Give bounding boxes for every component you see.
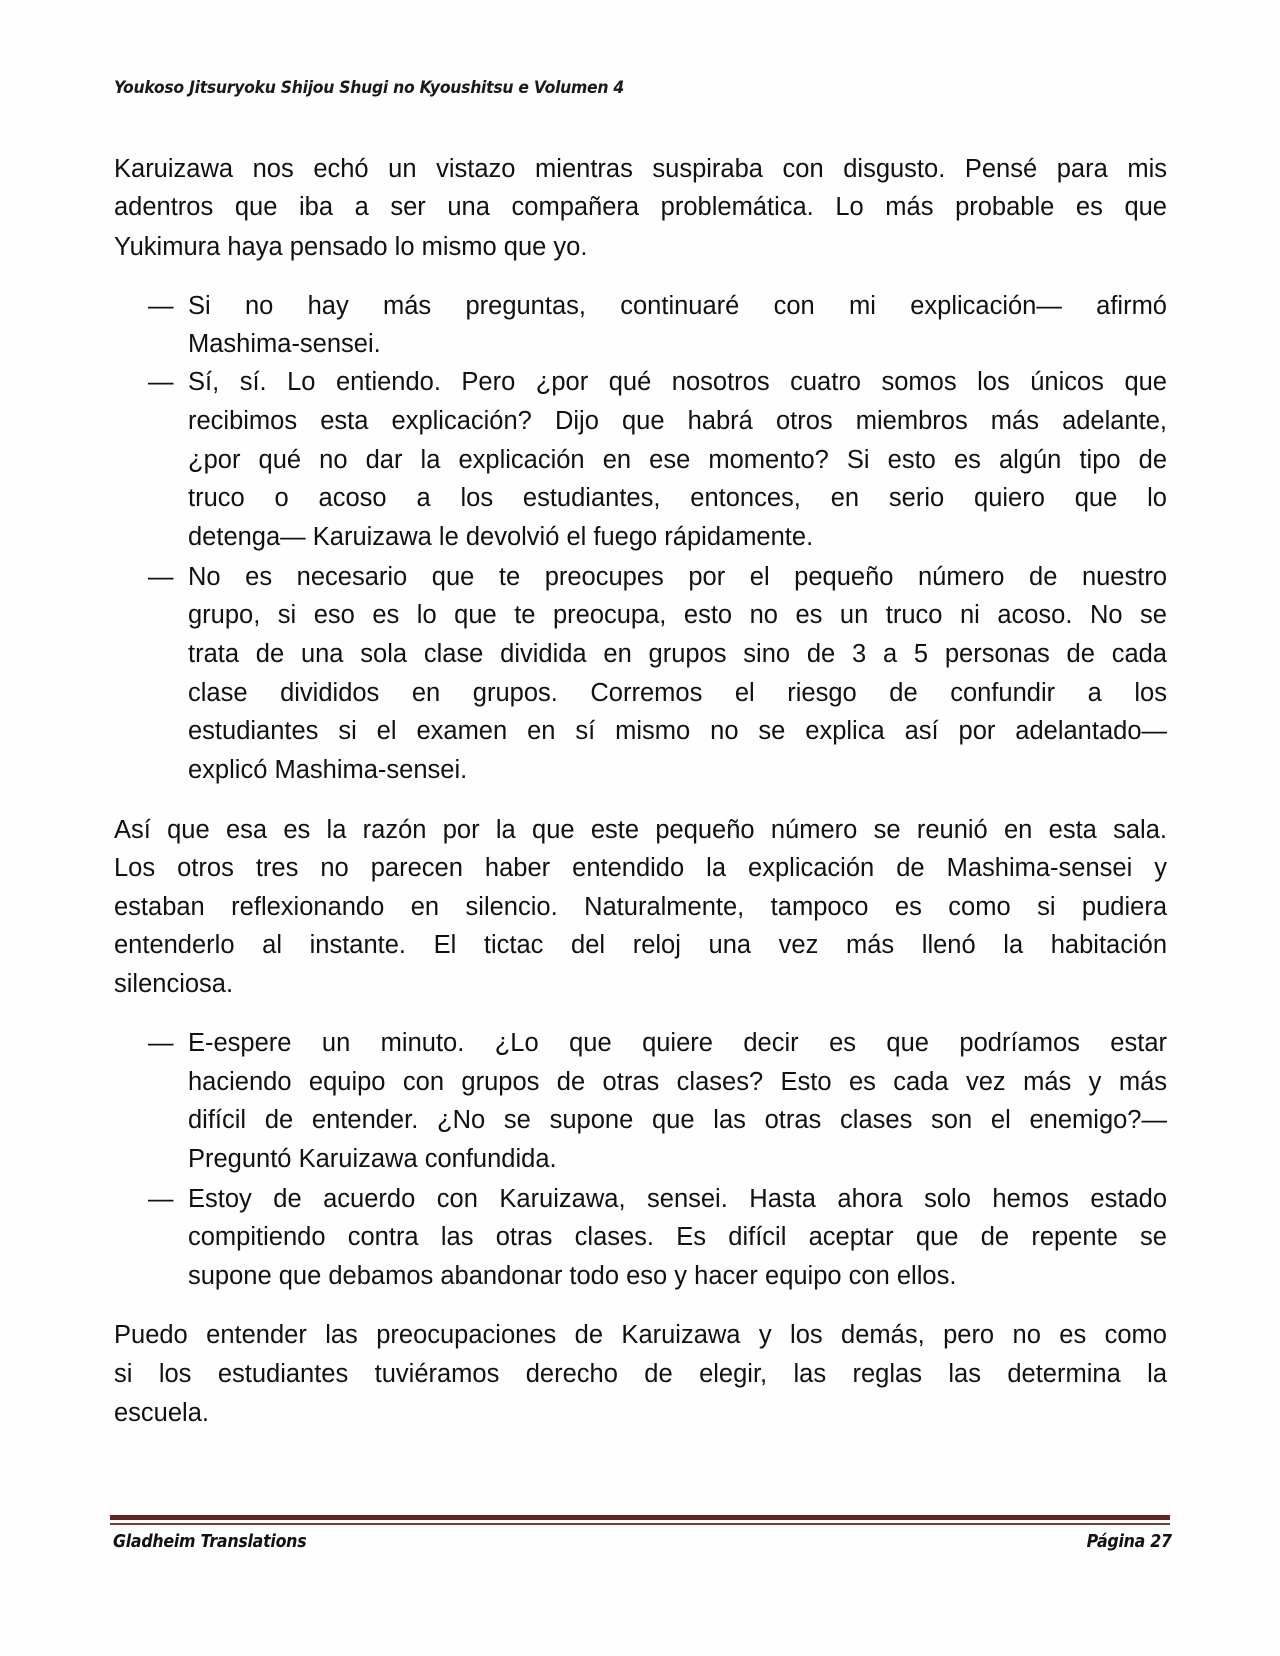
dialogue-dash: — [148,1029,174,1057]
text-line: haciendo equipo con grupos de otras clases? Esto es cada vez más y más [188,1068,1167,1096]
dialogue-dash: — [148,1185,174,1213]
text-line: trata de una sola clase dividida en grupos sino de 3 a 5 personas de cada [188,640,1167,668]
text-line: estaban reflexionando en silencio. Naturalmente, tampoco es como si pudiera [114,893,1167,921]
text-line: recibimos esta explicación? Dijo que habrá otros miembros más adelante, [188,407,1167,435]
text-line: explicó Mashima-sensei. [188,756,468,784]
text-line: Preguntó Karuizawa confundida. [188,1145,557,1173]
text-line: truco o acoso a los estudiantes, entonces, en serio quiero que lo [188,484,1167,512]
footer-page-number: Página 27 [1086,1531,1172,1552]
text-line: clase divididos en grupos. Corremos el riesgo de confundir a los [188,679,1167,707]
text-line: Mashima-sensei. [188,330,381,358]
text-line: estudiantes si el examen en sí mismo no se explica así por adelantado— [188,717,1167,745]
text-line: detenga— Karuizawa le devolvió el fuego rápidamente. [188,523,814,551]
text-line: Así que esa es la razón por la que este pequeño número se reunió en esta sala. [114,816,1167,844]
text-line: Los otros tres no parecen haber entendido la explicación de Mashima-sensei y [114,854,1167,882]
text-line: entenderlo al instante. El tictac del reloj una vez más llenó la habitación [114,931,1167,959]
text-line: escuela. [114,1399,209,1427]
text-line: grupo, si eso es lo que te preocupa, esto no es un truco ni acoso. No se [188,601,1167,629]
page-header-title: Youkoso Jitsuryoku Shijou Shugi no Kyoushitsu e Volumen 4 [114,78,624,98]
dialogue-dash: — [148,563,174,591]
text-line: Karuizawa nos echó un vistazo mientras suspiraba con disgusto. Pensé para mis [114,155,1167,183]
text-line: supone que debamos abandonar todo eso y hacer equipo con ellos. [188,1262,957,1290]
text-line: adentros que iba a ser una compañera problemática. Lo más probable es que [114,193,1167,221]
footer-rule-thin [110,1523,1170,1525]
footer-translator: Gladheim Translations [113,1531,307,1552]
text-line: Si no hay más preguntas, continuaré con mi explicación— afirmó [188,292,1167,320]
text-line: ¿por qué no dar la explicación en ese momento? Si esto es algún tipo de [188,446,1167,474]
text-line: E-espere un minuto. ¿Lo que quiere decir es que podríamos estar [188,1029,1167,1057]
dialogue-dash: — [148,292,174,320]
text-line: compitiendo contra las otras clases. Es difícil aceptar que de repente se [188,1223,1167,1251]
text-line: si los estudiantes tuviéramos derecho de elegir, las reglas las determina la [114,1360,1167,1388]
text-line: difícil de entender. ¿No se supone que las otras clases son el enemigo?— [188,1106,1167,1134]
text-line: silenciosa. [114,970,234,998]
text-line: Yukimura haya pensado lo mismo que yo. [114,233,588,261]
dialogue-dash: — [148,368,174,396]
text-line: No es necesario que te preocupes por el pequeño número de nuestro [188,563,1167,591]
text-line: Puedo entender las preocupaciones de Karuizawa y los demás, pero no es como [114,1321,1167,1349]
footer-rule-thick [110,1515,1170,1520]
text-line: Estoy de acuerdo con Karuizawa, sensei. Hasta ahora solo hemos estado [188,1185,1167,1213]
text-line: Sí, sí. Lo entiendo. Pero ¿por qué nosotros cuatro somos los únicos que [188,368,1167,396]
